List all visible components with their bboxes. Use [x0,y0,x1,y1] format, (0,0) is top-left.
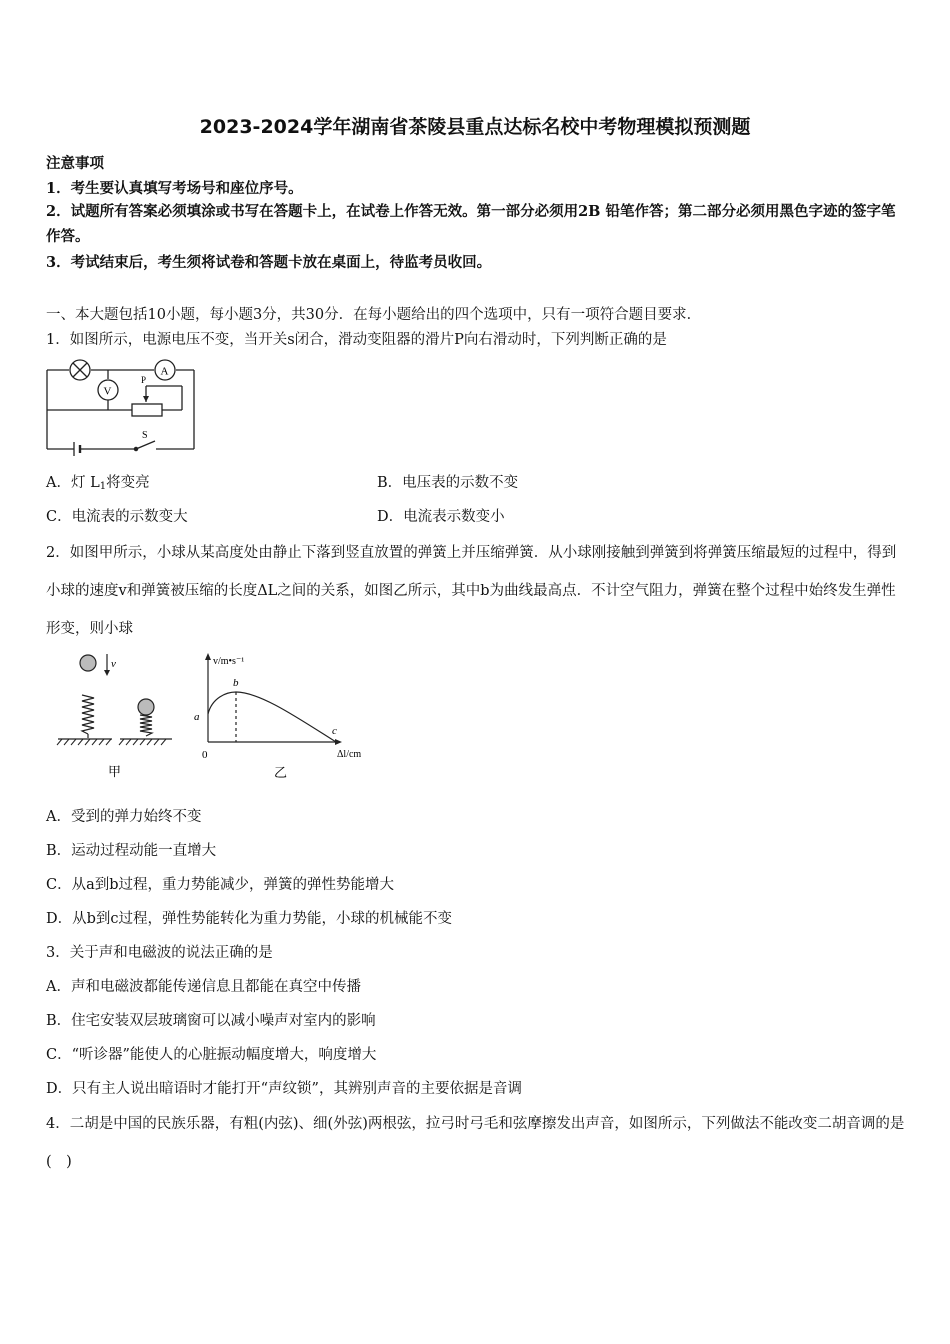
q3-option: A．声和电磁波都能传递信息且都能在真空中传播 [46,979,361,995]
spring-icon [140,715,152,736]
notice-item: 1．考生要认真填写考场号和座位序号。 [46,180,303,197]
q3-option: D．只有主人说出暗语时才能打开“声纹锁”，其辨别声音的主要依据是音调 [46,1081,522,1097]
question-1-stem: 1．如图所示，电源电压不变，当开关s闭合，滑动变阻器的滑片P向右滑动时，下列判断正确的是 [46,332,667,348]
circuit-diagram [42,356,202,456]
q1-option-a: A．灯 $L_1$将变亮 [46,475,150,492]
rheostat-icon [132,404,162,416]
point-a-label: a [194,711,200,723]
figure-caption-jia: 甲 [108,764,122,779]
q1-option-b: B．电压表的示数不变 [377,475,519,491]
q2-option: A．受到的弹力始终不变 [46,809,202,825]
notice-item: 3．考试结束后，考生须将试卷和答题卡放在桌面上，待监考员收回。 [46,254,492,271]
q2-option: D．从b到c过程，弹性势能转化为重力势能，小球的机械能不变 [46,911,453,927]
spring-icon [82,695,94,734]
notice-item: 2．试题所有答案必须填涂或书写在答题卡上，在试卷上作答无效。第一部分必须用2B 铅笔作答；第二部分必须用黑色字迹的签字笔作答。 [46,203,896,245]
switch-label: S [142,430,148,441]
q2-option: C．从a到b过程，重力势能减少，弹簧的弹性势能增大 [46,877,395,893]
q3-option: B．住宅安装双层玻璃窗可以减小噪声对室内的影响 [46,1013,376,1029]
ball-icon [80,655,96,671]
figure-caption-yi: 乙 [274,765,288,780]
question-4-stem: 4．二胡是中国的民族乐器，有粗(内弦)、细(外弦)两根弦，拉弓时弓毛和弦摩擦发出声音，如图所示，下列做法不能改变二胡音调的是( ) [46,1116,905,1170]
velocity-arrow-label: v [111,658,116,670]
section-heading: 一、本大题包括10小题，每小题3分，共30分．在每小题给出的四个选项中，只有一项符合题目要求． [46,307,702,323]
ammeter-label: A [160,365,169,378]
point-c-label: c [332,725,337,737]
y-axis-label: v/m•s⁻¹ [213,656,245,667]
point-b-label: b [233,677,239,689]
q1-option-d: D．电流表示数变小 [377,509,505,525]
spring-ball-figure [50,650,180,785]
page-title: 2023-2024学年湖南省茶陵县重点达标名校中考物理模拟预测题 [199,116,751,138]
origin-label: 0 [202,749,208,761]
ball-icon [138,699,154,715]
notice-heading: 注意事项 [46,155,104,172]
question-2-stem: 2．如图甲所示，小球从某高度处由静止下落到竖直放置的弹簧上并压缩弹簧．从小球刚接触到弹簧到将弹簧压缩最短的过程中，得到小球的速度v和弹簧被压缩的长度ΔL之间的关系，如图乙所示，其中b为曲线最高点．不计空气阻力，弹簧在整个过程中始终发生弹性形变，则小球 [46,545,897,637]
velocity-graph [188,650,383,785]
q2-option: B．运动过程动能一直增大 [46,843,217,859]
q3-option: C．“听诊器”能使人的心脏振动幅度增大，响度增大 [46,1047,377,1063]
voltmeter-label: V [103,385,112,398]
x-axis-label: Δl/cm [337,749,362,760]
question-3-stem: 3．关于声和电磁波的说法正确的是 [46,945,273,961]
q1-option-c: C．电流表的示数变大 [46,509,188,525]
slider-label: P [141,375,147,385]
velocity-curve [208,692,336,742]
